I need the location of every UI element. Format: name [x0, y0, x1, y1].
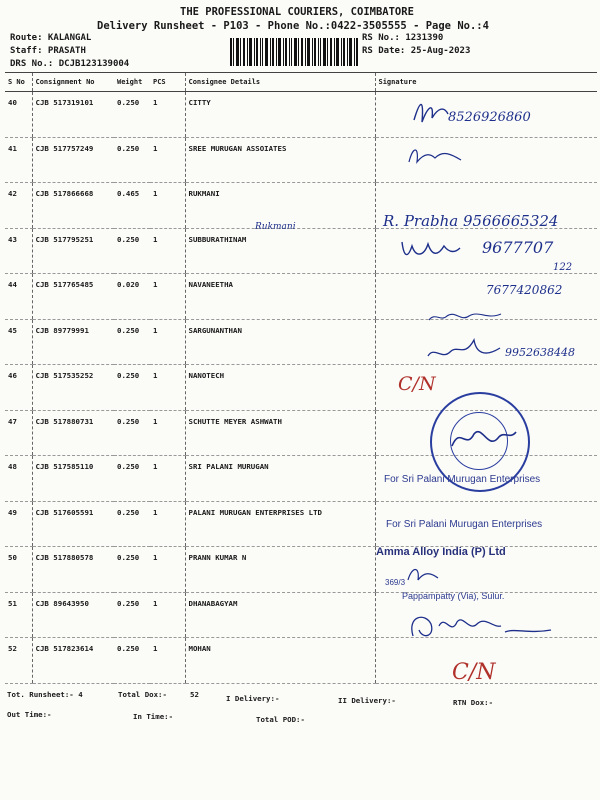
cell-sno: 49 — [5, 501, 32, 547]
cell-consignment: CJB 517880731 — [32, 410, 114, 456]
cell-consignment: CJB 89643950 — [32, 592, 114, 638]
table-row — [5, 547, 597, 593]
cell-sno: 50 — [5, 547, 32, 593]
company-title: THE PROFESSIONAL COURIERS, COIMBATORE — [180, 6, 414, 18]
rs-number: RS No.: 1231390 — [362, 33, 444, 43]
rs-date: RS Date: 25-Aug-2023 — [362, 46, 471, 56]
cell-weight: 0.250 — [114, 638, 150, 684]
cell-pcs: 1 — [150, 410, 185, 456]
cell-sno: 40 — [5, 92, 32, 138]
cell-weight: 0.250 — [114, 137, 150, 183]
cell-pcs: 1 — [150, 456, 185, 502]
cell-consignee: SARGUNANTHAN — [185, 319, 375, 365]
cell-pcs: 1 — [150, 547, 185, 593]
signature-row51 — [405, 606, 555, 646]
cell-weight: 0.250 — [114, 228, 150, 274]
out-time: Out Time:- — [7, 710, 52, 719]
cell-consignment: CJB 517765485 — [32, 274, 114, 320]
signature-row40 — [410, 96, 450, 126]
cell-consignment: CJB 517605591 — [32, 501, 114, 547]
col-header-consignment: Consignment No — [32, 73, 114, 92]
col-header-sno: S No — [5, 73, 32, 92]
phone-row44: 7677420862 — [486, 283, 563, 297]
cell-pcs: 1 — [150, 274, 185, 320]
runsheet-table — [5, 72, 597, 684]
signature-row45 — [424, 334, 504, 364]
cell-consignee: PALANI MURUGAN ENTERPRISES LTD — [185, 501, 375, 547]
route-label: Route: KALANGAL — [10, 33, 92, 43]
cell-weight: 0.465 — [114, 183, 150, 229]
cell-consignee: NANOTECH — [185, 365, 375, 411]
table-row — [5, 137, 597, 183]
cell-weight: 0.250 — [114, 92, 150, 138]
cell-weight: 0.250 — [114, 501, 150, 547]
signature-row47 — [448, 420, 518, 456]
cin-row52: C/N — [452, 660, 496, 685]
barcode — [230, 38, 358, 66]
ii-delivery: II Delivery:- — [338, 696, 396, 705]
cell-pcs: 1 — [150, 137, 185, 183]
cell-consignee: SCHUTTE MEYER ASHWATH — [185, 410, 375, 456]
cin-row46: C/N — [398, 373, 436, 395]
col-header-weight: Weight — [114, 73, 150, 92]
cell-weight: 0.250 — [114, 456, 150, 502]
cell-consignment: CJB 517535252 — [32, 365, 114, 411]
cell-consignment: CJB 517319101 — [32, 92, 114, 138]
cell-consignee: MOHAN — [185, 638, 375, 684]
cell-sno: 41 — [5, 137, 32, 183]
cell-sno: 46 — [5, 365, 32, 411]
signature-row43 — [398, 236, 464, 262]
signature-row44 — [425, 306, 505, 326]
cell-pcs: 1 — [150, 183, 185, 229]
cell-sno: 48 — [5, 456, 32, 502]
cell-pcs: 1 — [150, 501, 185, 547]
cell-pcs: 1 — [150, 319, 185, 365]
cell-consignee: NAVANEETHA — [185, 274, 375, 320]
name-row42: Rukmani — [255, 222, 296, 232]
cell-consignee: DHANABAGYAM — [185, 592, 375, 638]
cell-consignment: CJB 517880578 — [32, 547, 114, 593]
cell-consignment: CJB 517585110 — [32, 456, 114, 502]
total-dox-value: 52 — [190, 690, 199, 699]
cell-sno: 45 — [5, 319, 32, 365]
stamp-addr2-row50: Pappampatty (Via), Sulur. — [402, 591, 505, 601]
stamp-addr1-row50: 369/3 — [385, 578, 406, 587]
cell-consignment: CJB 89779991 — [32, 319, 114, 365]
in-time: In Time:- — [133, 712, 174, 721]
col-header-pcs: PCS — [150, 73, 185, 92]
cell-consignee: CITTY — [185, 92, 375, 138]
signature-row42: R. Prabha 9566665324 — [383, 212, 559, 230]
cell-weight: 0.250 — [114, 547, 150, 593]
cell-sno: 42 — [5, 183, 32, 229]
extra-row43: 122 — [553, 262, 573, 273]
cell-pcs: 1 — [150, 228, 185, 274]
col-header-signature: Signature — [375, 73, 597, 92]
cell-sno: 51 — [5, 592, 32, 638]
stamp-row48: For Sri Palani Murugan Enterprises — [384, 474, 541, 485]
cell-consignment: CJB 517866668 — [32, 183, 114, 229]
cell-consignment: CJB 517823614 — [32, 638, 114, 684]
cell-consignee: RUKMANI — [185, 183, 375, 229]
phone-row45: 9952638448 — [505, 346, 575, 359]
col-header-consignee: Consignee Details — [185, 73, 375, 92]
cell-consignee: PRANN KUMAR N — [185, 547, 375, 593]
staff-label: Staff: PRASATH — [10, 46, 86, 56]
cell-consignment: CJB 517795251 — [32, 228, 114, 274]
i-delivery: I Delivery:- — [226, 694, 280, 703]
cell-pcs: 1 — [150, 638, 185, 684]
cell-weight: 0.020 — [114, 274, 150, 320]
stamp-row49: For Sri Palani Murugan Enterprises — [386, 519, 543, 530]
cell-consignee: SREE MURUGAN ASSOIATES — [185, 137, 375, 183]
cell-weight: 0.250 — [114, 365, 150, 411]
rtn-dox: RTN Dox:- — [453, 698, 494, 707]
stamp-company-row50: Amma Alloy India (P) Ltd — [376, 546, 506, 558]
signature-row50 — [404, 562, 444, 588]
runsheet-title: Delivery Runsheet - P103 - Phone No.:0422-3505555 - Page No.:4 — [97, 20, 489, 32]
cell-sno: 47 — [5, 410, 32, 456]
cell-consignment: CJB 517757249 — [32, 137, 114, 183]
cell-weight: 0.250 — [114, 410, 150, 456]
phone-row43: 9677707 — [482, 238, 554, 257]
phone-row40: 8526926860 — [448, 110, 531, 125]
cell-sno: 52 — [5, 638, 32, 684]
cell-pcs: 1 — [150, 92, 185, 138]
cell-weight: 0.250 — [114, 592, 150, 638]
cell-pcs: 1 — [150, 592, 185, 638]
cell-pcs: 1 — [150, 365, 185, 411]
signature-row41 — [405, 142, 465, 170]
drs-number: DRS No.: DCJB123139004 — [10, 59, 130, 69]
cell-sno: 44 — [5, 274, 32, 320]
cell-consignee: SUBBURATHINAM — [185, 228, 375, 274]
tot-runsheet: Tot. Runsheet:- 4 — [7, 690, 83, 699]
cell-consignee: SRI PALANI MURUGAN — [185, 456, 375, 502]
cell-sno: 43 — [5, 228, 32, 274]
total-dox-label: Total Dox:- — [118, 690, 167, 699]
total-pod: Total POD:- — [256, 715, 305, 724]
cell-weight: 0.250 — [114, 319, 150, 365]
